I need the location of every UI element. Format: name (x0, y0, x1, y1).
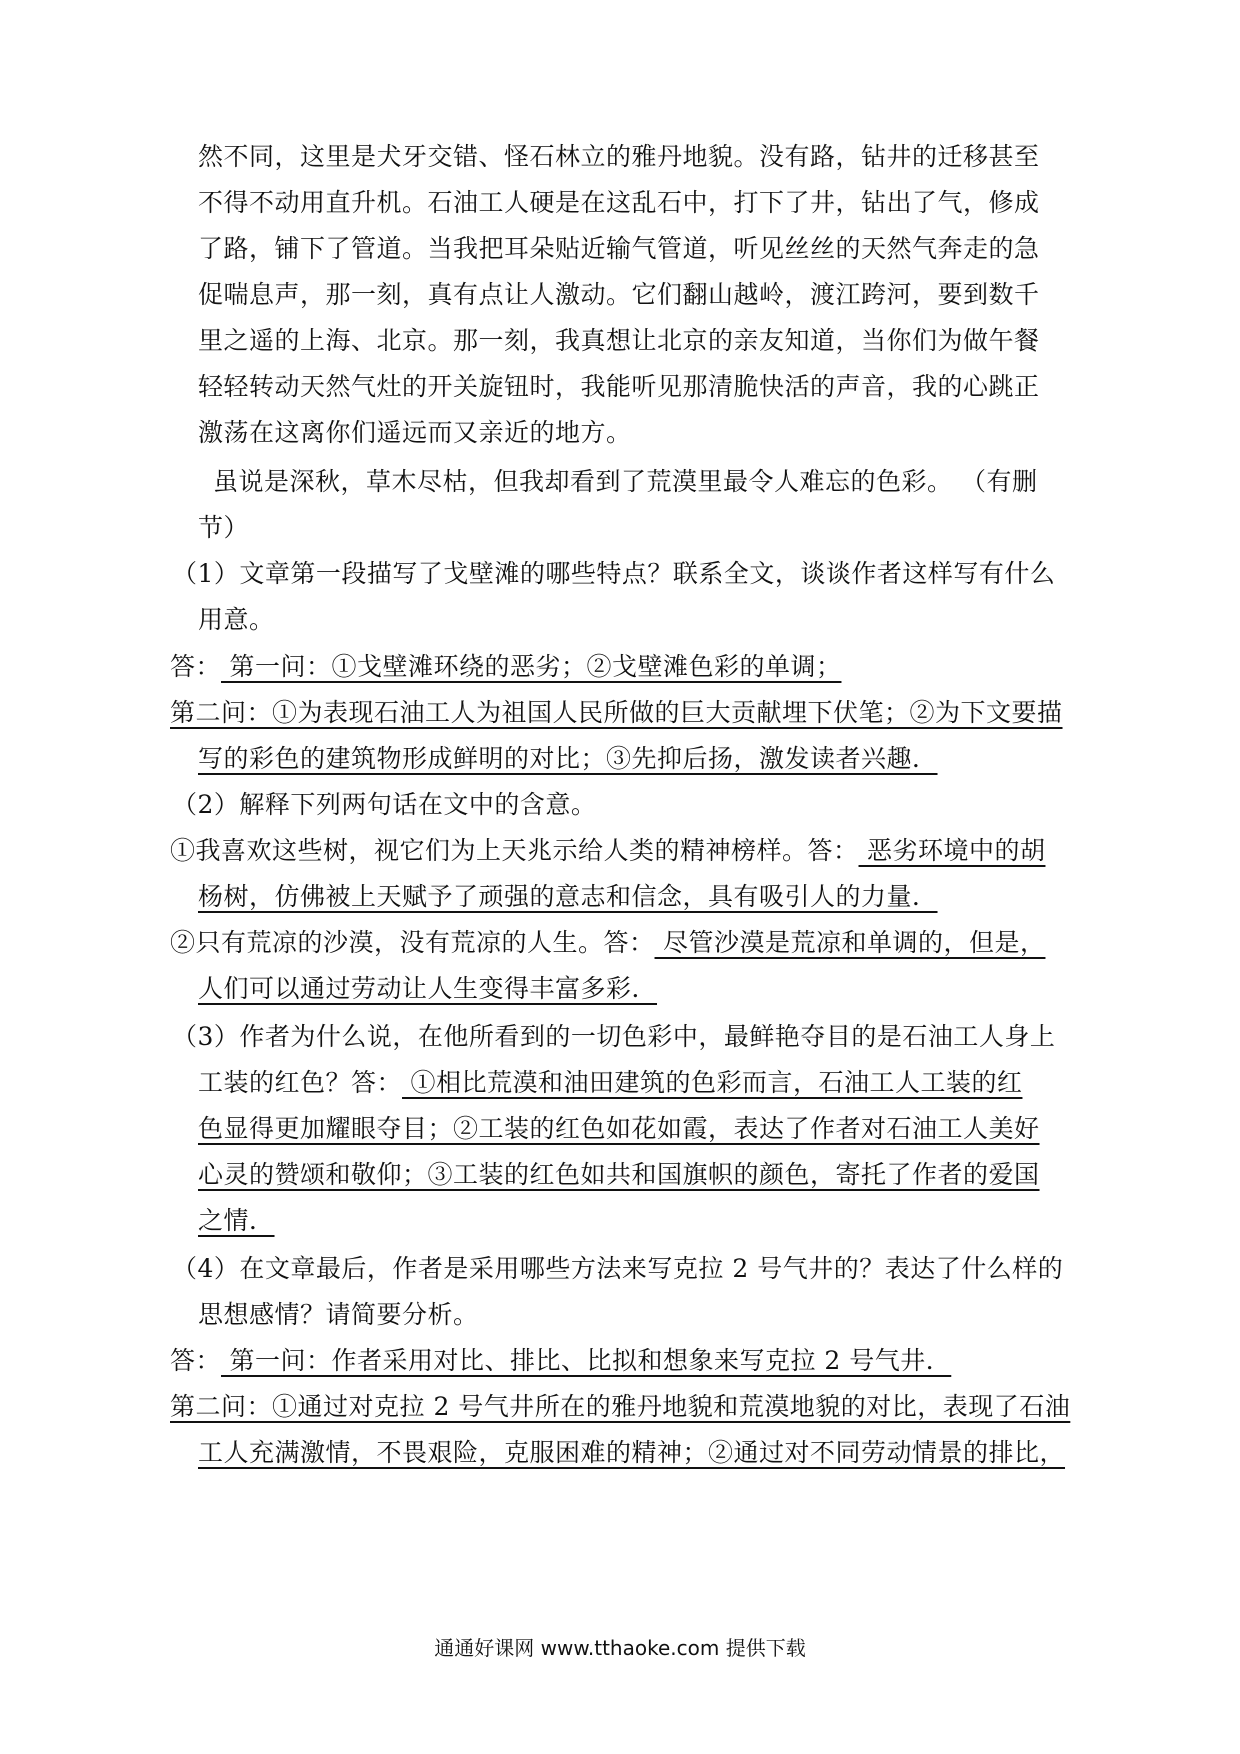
answer-3-line-5: 之情． (198, 1206, 275, 1235)
question-4: （4）在文章最后，作者是采用哪些方法来写克拉 2 号气井的？表达了什么样的 (172, 1254, 1064, 1283)
answer-4-line (170, 1344, 951, 1378)
footer-text: 通通好课网 www.tthaoke.com 提供下载 (434, 1636, 806, 1660)
question-1: （1）文章第一段描写了戈壁滩的哪些特点？联系全文，谈谈作者这样写有什么 (172, 559, 1056, 588)
question-3-cont (198, 1066, 1022, 1100)
question-2-sentence-1 (170, 834, 1045, 868)
answer-prefix: 答： (170, 1346, 222, 1375)
answer-text: 第一问：作者采用对比、排比、比拟和想象来写克拉 2 号气井． (221, 1346, 952, 1375)
answer-text: 恶劣环境中的胡 (858, 836, 1046, 865)
answer-1-line (170, 650, 841, 684)
passage-line: 激荡在这离你们遥远而又亲近的地方。 (198, 418, 632, 447)
answer-4-line-3: 工人充满激情，不畏艰险，克服困难的精神；②通过对不同劳动情景的排比， (198, 1438, 1066, 1467)
answer-4-line-2: 第二问：①通过对克拉 2 号气井所在的雅丹地貌和荒漠地貌的对比，表现了石油 (170, 1392, 1071, 1421)
answer-text: 第一问：①戈壁滩环绕的恶劣；②戈壁滩色彩的单调； (221, 652, 842, 681)
passage-line: 虽说是深秋，草木尽枯，但我却看到了荒漠里最令人难忘的色彩。 （有删 (213, 467, 1038, 496)
question-4-cont: 思想感情？请简要分析。 (198, 1300, 479, 1329)
answer-3-line-3: 色显得更加耀眼夺目；②工装的红色如花如霞，表达了作者对石油工人美好 (198, 1114, 1040, 1143)
question-2: （2）解释下列两句话在文中的含意。 (172, 790, 597, 819)
passage-line: 节） (198, 513, 250, 542)
answer-3-line-4: 心灵的赞颂和敬仰；③工装的红色如共和国旗帜的颜色，寄托了作者的爱国 (198, 1160, 1040, 1189)
passage-line: 不得不动用直升机。石油工人硬是在这乱石中，打下了井，钻出了气，修成 (198, 188, 1040, 217)
answer-text: 尽管沙漠是荒凉和单调的，但是， (654, 928, 1046, 957)
question-1-cont: 用意。 (198, 605, 275, 634)
sentence-text: ②只有荒凉的沙漠，没有荒凉的人生。答： (170, 928, 655, 957)
passage-line: 轻轻转动天然气灶的开关旋钮时，我能听见那清脆快活的声音，我的心跳正 (198, 372, 1040, 401)
passage-line: 了路，铺下了管道。当我把耳朵贴近输气管道，听见丝丝的天然气奔走的急 (198, 234, 1040, 263)
question-3: （3）作者为什么说，在他所看到的一切色彩中，最鲜艳夺目的是石油工人身上 (172, 1022, 1056, 1051)
passage-line: 促喘息声，那一刻，真有点让人激动。它们翻山越岭，渡江跨河，要到数千 (198, 280, 1040, 309)
answer-1-line-3: 写的彩色的建筑物形成鲜明的对比；③先抑后扬，激发读者兴趣． (198, 744, 938, 773)
question-2-sentence-2 (170, 926, 1045, 960)
question-text: 工装的红色？答： (198, 1068, 403, 1097)
answer-1-line-2: 第二问：①为表现石油工人为祖国人民所做的巨大贡献埋下伏笔；②为下文要描 (170, 698, 1063, 727)
passage-line: 里之遥的上海、北京。那一刻，我真想让北京的亲友知道，当你们为做午餐 (198, 326, 1040, 355)
answer-prefix: 答： (170, 652, 222, 681)
answer-text: ①相比荒漠和油田建筑的色彩而言，石油工人工装的红 (402, 1068, 1023, 1097)
answer-2-2-cont: 人们可以通过劳动让人生变得丰富多彩． (198, 974, 658, 1003)
sentence-text: ①我喜欢这些树，视它们为上天兆示给人类的精神榜样。答： (170, 836, 859, 865)
answer-2-1-cont: 杨树，仿佛被上天赋予了顽强的意志和信念，具有吸引人的力量． (198, 882, 938, 911)
passage-line: 然不同，这里是犬牙交错、怪石林立的雅丹地貌。没有路，钻井的迁移甚至 (198, 142, 1040, 171)
